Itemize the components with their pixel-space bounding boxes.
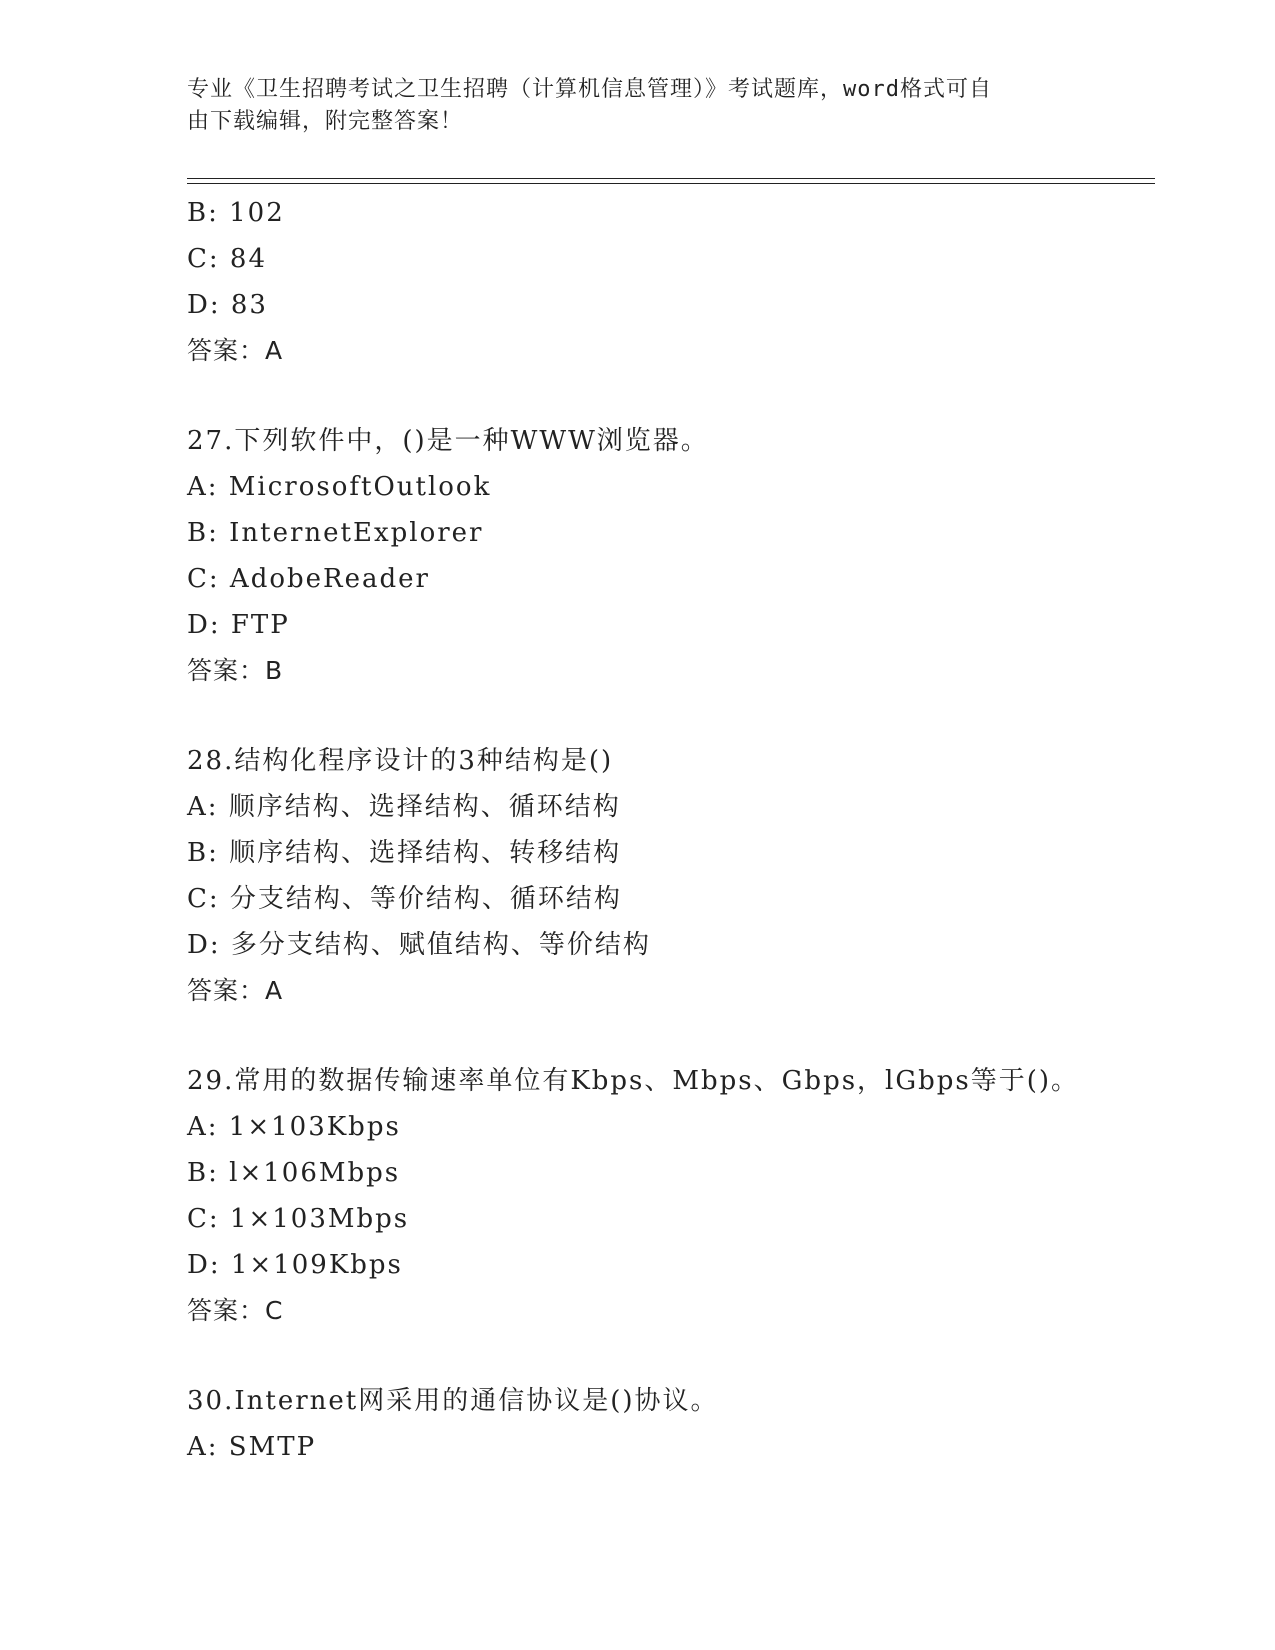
option-line: B: InternetExplorer <box>187 518 484 548</box>
question-list <box>187 190 1147 1470</box>
answer-line: 答案：B <box>187 656 284 685</box>
option-line: A: 1×103Kbps <box>187 1112 401 1142</box>
answer-line: 答案：C <box>187 1296 284 1325</box>
option-line: D: 多分支结构、赋值结构、等价结构 <box>187 930 651 960</box>
question-text: 27.下列软件中，()是一种WWW浏览器。 <box>187 426 709 456</box>
header-line-1: 专业《卫生招聘考试之卫生招聘（计算机信息管理）》考试题库，word格式可自 <box>187 77 992 102</box>
header-line-2: 由下载编辑，附完整答案！ <box>187 109 464 134</box>
option-line: B: l×106Mbps <box>187 1158 401 1188</box>
answer-line: 答案：A <box>187 336 284 365</box>
option-line: D: 83 <box>187 290 268 320</box>
option-line: C: 84 <box>187 244 268 274</box>
header-divider-bottom <box>187 183 1155 184</box>
option-line: C: 1×103Mbps <box>187 1204 410 1234</box>
question-block-26 <box>187 190 1147 374</box>
question-block-28 <box>187 738 1147 1014</box>
question-block-27 <box>187 418 1147 694</box>
question-text: 28.结构化程序设计的3种结构是() <box>187 746 614 776</box>
document-header <box>187 74 1067 138</box>
option-line: D: FTP <box>187 610 290 640</box>
option-line: C: AdobeReader <box>187 564 430 594</box>
answer-line: 答案：A <box>187 976 284 1005</box>
block-spacer <box>187 1334 1147 1378</box>
option-line: C: 分支结构、等价结构、循环结构 <box>187 884 622 914</box>
question-text: 29.常用的数据传输速率单位有Kbps、Mbps、Gbps，lGbps等于()。 <box>187 1066 1080 1096</box>
block-spacer <box>187 694 1147 738</box>
option-line: D: 1×109Kbps <box>187 1250 403 1280</box>
question-block-29 <box>187 1058 1147 1334</box>
header-divider-top <box>187 178 1155 179</box>
option-line: B: 顺序结构、选择结构、转移结构 <box>187 838 622 868</box>
option-line: A: MicrosoftOutlook <box>187 472 492 502</box>
option-line: A: 顺序结构、选择结构、循环结构 <box>187 792 621 822</box>
option-line: A: SMTP <box>187 1432 317 1462</box>
question-block-30 <box>187 1378 1147 1470</box>
block-spacer <box>187 374 1147 418</box>
question-text: 30.Internet网采用的通信协议是()协议。 <box>187 1386 719 1416</box>
option-line: B: 102 <box>187 198 285 228</box>
block-spacer <box>187 1014 1147 1058</box>
